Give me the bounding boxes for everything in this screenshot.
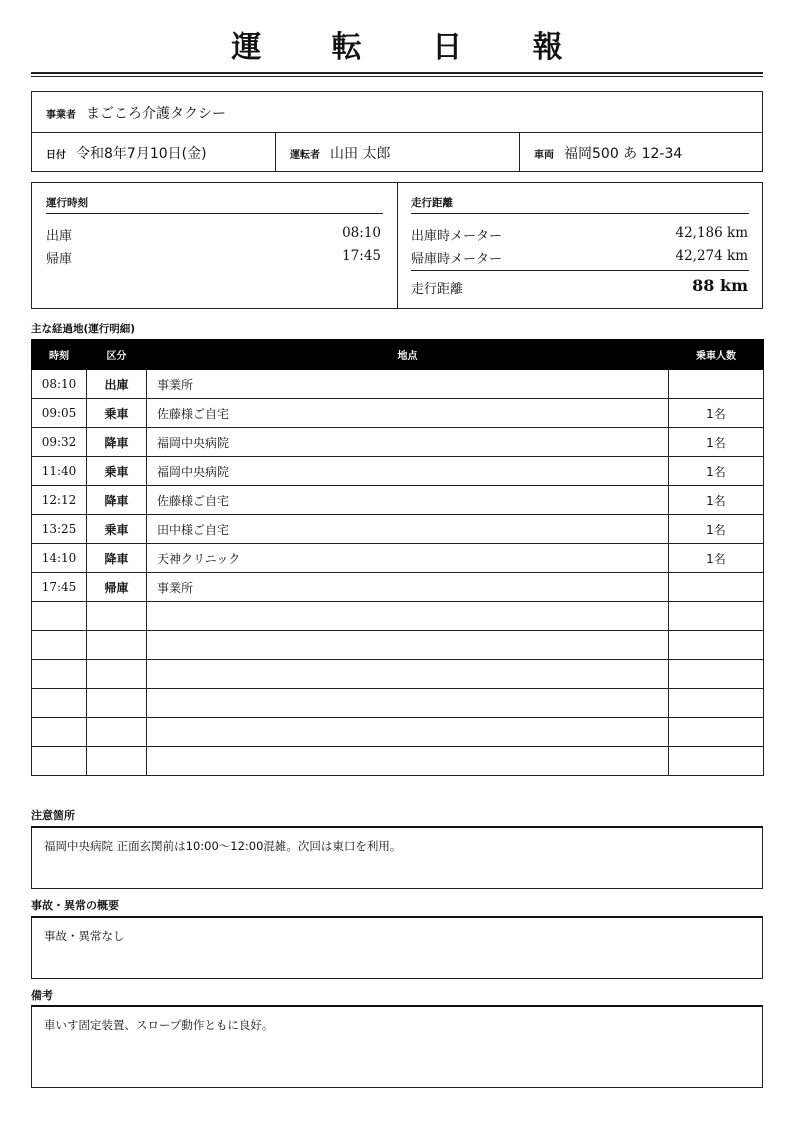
row-time: 13:25: [32, 515, 87, 544]
meter-start-label: 出庫時メーター: [411, 229, 503, 244]
vehicle-value: 福岡500 あ 12-34: [564, 146, 683, 162]
row-time: [32, 689, 87, 718]
date-label: 日付: [46, 150, 66, 161]
depart-time: 08:10: [342, 225, 381, 241]
row-kind: [87, 718, 147, 747]
depart-label: 出庫: [46, 229, 73, 244]
accident-box: [31, 916, 763, 979]
header-info-box: [31, 91, 763, 172]
company-label: 事業者: [46, 110, 76, 121]
header-vline-1: [275, 132, 276, 171]
distance-total-label: 走行距離: [411, 282, 464, 297]
row-place: 佐藤様ご自宅: [147, 399, 669, 428]
table-row: [32, 602, 764, 631]
col-time-header: 時刻: [32, 340, 87, 370]
row-pax: 1名: [669, 399, 764, 428]
row-place: [147, 689, 669, 718]
table-row: [32, 399, 764, 428]
col-pax-header: 乗車人数: [669, 340, 764, 370]
driver-value: 山田 太郎: [330, 146, 391, 162]
date-cell: [46, 143, 207, 163]
route-header-row: [32, 340, 764, 370]
row-pax: [669, 573, 764, 602]
accident-heading: 事故・異常の概要: [31, 899, 119, 912]
caution-box: [31, 826, 763, 889]
row-time: 17:45: [32, 573, 87, 602]
remarks-text: 車いす固定装置、スロープ動作ともに良好。: [44, 1018, 274, 1032]
driver-cell: [290, 143, 390, 163]
company-name: まごころ介護タクシー: [86, 106, 226, 122]
row-place: 佐藤様ご自宅: [147, 486, 669, 515]
col-place-header: 地点: [147, 340, 669, 370]
distance-heading-rule: [411, 213, 749, 214]
row-pax: 1名: [669, 515, 764, 544]
distance-heading: 走行距離: [411, 197, 453, 209]
times-heading-rule: [46, 213, 383, 214]
title-rule-thin: [31, 76, 763, 77]
row-kind: [87, 602, 147, 631]
accident-text: 事故・異常なし: [44, 929, 125, 943]
times-distance-box: [31, 182, 763, 309]
remarks-box: [31, 1005, 763, 1088]
row-place: [147, 718, 669, 747]
row-pax: 1名: [669, 486, 764, 515]
row-place: [147, 631, 669, 660]
row-pax: 1名: [669, 457, 764, 486]
driver-label: 運転者: [290, 150, 320, 161]
times-heading: 運行時刻: [46, 197, 88, 209]
table-row: [32, 660, 764, 689]
row-kind: 降車: [87, 544, 147, 573]
row-time: [32, 747, 87, 776]
row-kind: [87, 660, 147, 689]
table-row: [32, 718, 764, 747]
row-place: [147, 747, 669, 776]
row-pax: 1名: [669, 428, 764, 457]
table-row: [32, 515, 764, 544]
table-row: [32, 457, 764, 486]
meter-end-value: 42,274 km: [675, 248, 748, 264]
row-place: [147, 602, 669, 631]
distance-total-value: 88 km: [692, 276, 748, 295]
row-kind: 帰庫: [87, 573, 147, 602]
row-time: 09:05: [32, 399, 87, 428]
row-pax: [669, 660, 764, 689]
row-time: 11:40: [32, 457, 87, 486]
route-table: [31, 339, 764, 776]
row-pax: [669, 602, 764, 631]
caution-heading: 注意箇所: [31, 809, 75, 822]
row-pax: [669, 370, 764, 399]
meter-start-value: 42,186 km: [675, 225, 748, 241]
header-vline-2: [519, 132, 520, 171]
table-row: [32, 428, 764, 457]
row-place: 事業所: [147, 573, 669, 602]
table-row: [32, 747, 764, 776]
row-time: [32, 660, 87, 689]
row-kind: [87, 689, 147, 718]
table-row: [32, 544, 764, 573]
remarks-heading: 備考: [31, 989, 53, 1002]
col-kind-header: 区分: [87, 340, 147, 370]
row-kind: 降車: [87, 486, 147, 515]
meter-end-label: 帰庫時メーター: [411, 252, 503, 267]
table-row: [32, 631, 764, 660]
row-pax: 1名: [669, 544, 764, 573]
table-row: [32, 370, 764, 399]
row-place: 福岡中央病院: [147, 428, 669, 457]
row-place: 田中様ご自宅: [147, 515, 669, 544]
row-time: 08:10: [32, 370, 87, 399]
return-time: 17:45: [342, 248, 381, 264]
table-row: [32, 573, 764, 602]
row-pax: [669, 718, 764, 747]
row-kind: [87, 631, 147, 660]
row-time: 14:10: [32, 544, 87, 573]
row-place: 事業所: [147, 370, 669, 399]
row-kind: 降車: [87, 428, 147, 457]
route-heading: 主な経過地(運行明細): [31, 323, 136, 335]
row-pax: [669, 689, 764, 718]
header-divider: [32, 132, 762, 133]
company-row: [46, 103, 226, 123]
title-rule-thick: [31, 72, 763, 74]
row-time: [32, 602, 87, 631]
distance-total-rule: [411, 270, 749, 271]
row-pax: [669, 631, 764, 660]
row-kind: 出庫: [87, 370, 147, 399]
row-kind: 乗車: [87, 457, 147, 486]
row-time: [32, 718, 87, 747]
vehicle-cell: [534, 143, 682, 163]
caution-text: 福岡中央病院 正面玄関前は10:00〜12:00混雑。次回は東口を利用。: [44, 839, 402, 853]
return-label: 帰庫: [46, 252, 73, 267]
row-time: 09:32: [32, 428, 87, 457]
date-value: 令和8年7月10日(金): [76, 146, 207, 162]
vehicle-label: 車両: [534, 150, 554, 161]
row-place: [147, 660, 669, 689]
table-row: [32, 486, 764, 515]
row-kind: 乗車: [87, 399, 147, 428]
page-title: 運 転 日 報: [231, 30, 593, 65]
times-distance-divider: [397, 183, 398, 308]
row-place: 福岡中央病院: [147, 457, 669, 486]
row-time: [32, 631, 87, 660]
row-place: 天神クリニック: [147, 544, 669, 573]
row-pax: [669, 747, 764, 776]
row-kind: [87, 747, 147, 776]
row-time: 12:12: [32, 486, 87, 515]
table-row: [32, 689, 764, 718]
row-kind: 乗車: [87, 515, 147, 544]
